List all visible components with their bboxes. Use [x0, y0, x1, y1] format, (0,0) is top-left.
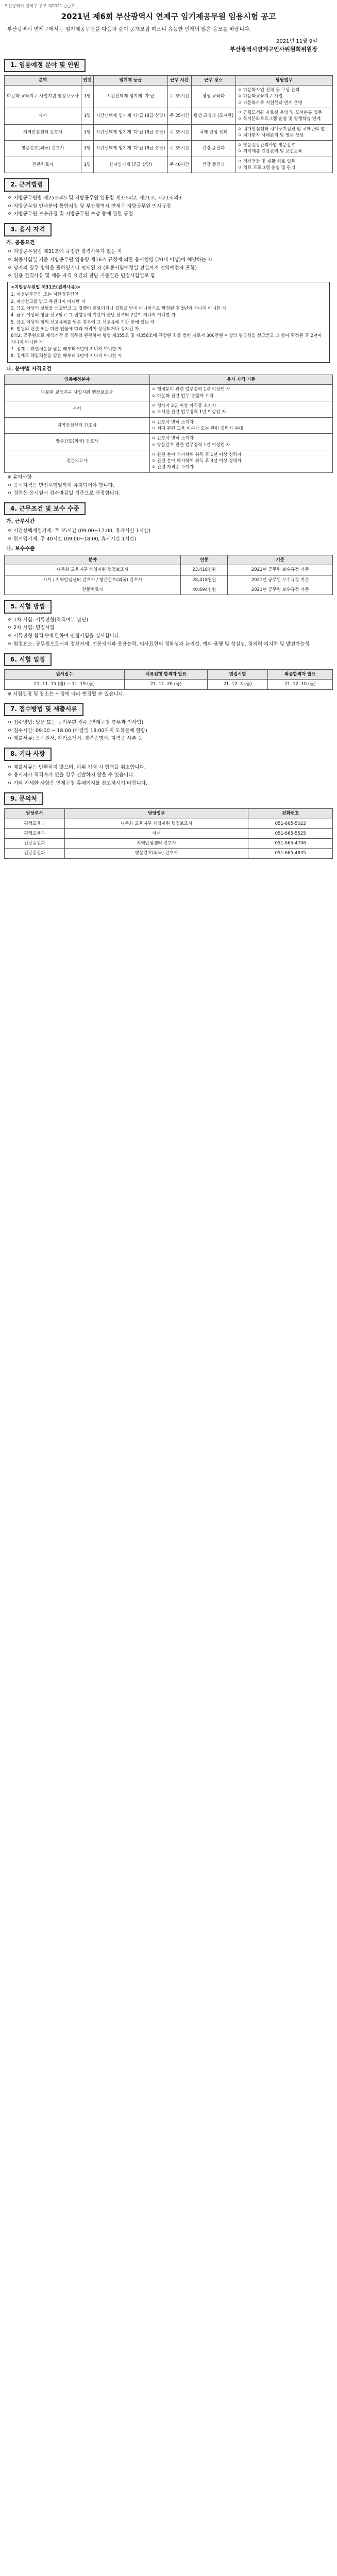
column-header: 담당업무 [235, 75, 332, 85]
field-cell: 사서 / 지역안심센터 간호사 / 방문간호(외국) 간호사 [5, 575, 181, 585]
table-row [5, 434, 333, 450]
requirement-cell: ㅇ 간호사 면허 소지자 ㅇ 방문간호 관련 업무경력 1년 이상인 자 [149, 434, 332, 450]
grade-cell: 시간선택제 임기제 '다'급 (8급 상당) [93, 108, 167, 124]
section-title: 9. 문의처 [4, 792, 43, 805]
field-cell: 다문화 교육지구 사업지원 행정보조사 [5, 85, 81, 108]
box-title: <지방공무원법 제31조(결격사유)> [11, 285, 81, 291]
column-header: 원서접수 [5, 670, 125, 680]
field-cell: 지역안심센터 간호사 [5, 124, 81, 141]
contact-cell: 방문간호(외국) 간호사 [64, 849, 248, 858]
requirement-cell: ㅇ 관련 분야 석사학위 취득 후 1년 이상 경력자 ㅇ 관련 분야 학사학위 취득 후 3년 이상 경력자 ㅇ 관련 자격증 소지자 [149, 450, 332, 472]
contact-cell: 건강증진과 [5, 849, 65, 858]
field-cell: 전문치료사 [5, 157, 81, 173]
list-item: 1. 피성년후견인 또는 피한정후견인 [11, 292, 79, 298]
field-cell: 다문화 교육지구 사업지원 행정보조사 [5, 565, 181, 575]
hours-cell: 주 35시간 [167, 141, 191, 157]
list-item: ㅇ 임용 결격사유 및 채용 자격 요건의 판단 기준일은 면접시험일로 함 [7, 273, 156, 279]
column-header: 근무 시간 [167, 75, 191, 85]
section-conditions [4, 502, 333, 515]
table-row [5, 141, 333, 157]
column-header: 임용예정분야 [5, 375, 150, 385]
section-schedule [4, 653, 333, 666]
field-cell: 전문치료사 [5, 585, 181, 595]
schedule-cell: 21. 12. 3.(금) [208, 680, 267, 689]
section-title: 8. 기타 사항 [4, 748, 52, 760]
table-row [5, 401, 333, 417]
list-item: ㅇ 한시임기제: 주 40시간 (09:00~18:00, 휴게시간 1시간) [7, 536, 137, 542]
subsection-title: 나. 보수수준 [6, 546, 35, 552]
table-row [5, 839, 333, 849]
pay-cell: 40,694천원 [181, 585, 228, 595]
intro-text: 부산광역시 연제구에서는 임기제공무원을 다음과 같이 공개모집 하오니 유능한 인재의 많은 응모를 바랍니다. [7, 27, 251, 33]
section-title: 6. 시험 일정 [4, 653, 52, 666]
column-header: 서류전형 합격자 발표 [124, 670, 208, 680]
application-list [4, 719, 333, 742]
list-item: 5. 금고 이상의 형의 선고유예를 받은 경우에 그 선고유예 기간 중에 있는 자 [11, 319, 155, 325]
list-item: 2. 파산선고를 받고 복권되지 아니한 자 [11, 299, 86, 304]
legal-basis-list [4, 195, 333, 218]
field-cell: 방문간호(외국) 간호사 [5, 434, 150, 450]
place-cell: 치매 안심 센터 [191, 124, 235, 141]
list-item: ㅇ 서류전형 합격자에 한하여 면접시험을 실시합니다. [7, 633, 121, 639]
field-cell: 전문치료사 [5, 450, 150, 472]
list-item: 7. 징계로 파면처분을 받은 때부터 5년이 지나지 아니한 자 [11, 346, 122, 352]
count-cell: 1명 [81, 85, 94, 108]
duty-cell: ㅇ 방문건강관리사업 방문간호 ㅇ 취약계층 건강관리 및 보건교육 [235, 141, 332, 157]
list-item: 3. 금고 이상의 실형을 선고받고 그 집행이 종료되거나 집행을 받지 아니하기로 확정된 후 5년이 지나지 아니한 자 [11, 306, 227, 311]
table-row [5, 85, 333, 108]
issuing-org: 부산광역시연제구인사위원회위원장 [229, 46, 317, 53]
disqualification-list [11, 292, 326, 359]
list-item: 6의2. 공무원으로 재직기간 중 직무와 관련하여 형법 제355조 및 제356조에 규정된 죄를 범한 자로서 300만원 이상의 벌금형을 선고받고 그 형이 확정된 후 2년이 지나지 아니한 자 [11, 333, 322, 345]
section-exam-method [4, 600, 333, 613]
list-item: ㅇ 접수방법: 방문 또는 등기우편 접수 (연제구청 총무과 인사팀) [7, 719, 144, 725]
subsection-title: 나. 분야별 자격요건 [6, 366, 52, 372]
grade-cell: 시간선택제 임기제 '다'급 (8급 상당) [93, 124, 167, 141]
table-row [5, 108, 333, 124]
schedule-table [4, 669, 333, 690]
positions-table [4, 75, 333, 174]
schedule-cell: 21. 11. 26.(금) [124, 680, 208, 689]
notice-number: 부산광역시 연제구 공고 제2021-○○호 [4, 4, 75, 8]
grade-cell: 한시임기제 (7급 상당) [93, 157, 167, 173]
section-title: 3. 응시 자격 [4, 223, 52, 236]
field-cell: 다문화 교육지구 사업지원 행정보조사 [5, 385, 150, 401]
contact-cell: 다문화 교육지구 사업지원 행정보조사 [64, 819, 248, 828]
column-header: 최종합격자 발표 [267, 670, 332, 680]
list-item: 8. 징계로 해임처분을 받은 때부터 3년이 지나지 아니한 자 [11, 353, 122, 359]
table-row [5, 849, 333, 858]
table-row [5, 575, 333, 585]
duty-cell: ㅇ 공립도서관 자료실 운영 및 도서분류 업무 ㅇ 독서문화프로그램 운영 및 평생학습 연계 [235, 108, 332, 124]
list-item: ㅇ 제출서류: 응시원서, 자기소개서, 경력증명서, 자격증 사본 등 [7, 736, 143, 742]
list-item: 4. 금고 이상의 형을 선고받고 그 집행유예 기간이 끝난 날부터 2년이 지나지 아니한 자 [11, 313, 176, 318]
other-notes-list [4, 764, 333, 787]
column-header: 연봉 [181, 555, 228, 565]
place-cell: 건강 증진과 [191, 157, 235, 173]
list-item: ㅇ 응시자가 적격자가 없을 경우 선발하지 않을 수 있습니다. [7, 772, 135, 778]
contact-cell: 평생교육과 [5, 828, 65, 838]
duty-cell: ㅇ 정신건강 및 재활 치료 업무 ㅇ 치료 프로그램 운영 및 관리 [235, 157, 332, 173]
column-header: 기준 [228, 555, 333, 565]
field-cell: 사서 [5, 108, 81, 124]
table-row [5, 124, 333, 141]
list-item: ㅇ 평정요소: 공무원으로서의 정신자세, 전문지식과 응용능력, 의사표현의 정확성과 논리성, 예의·품행 및 성실성, 창의력·의지력 및 발전가능성 [7, 641, 310, 647]
list-item: ㅇ 제출서류는 반환하지 않으며, 허위 기재 시 합격을 취소합니다. [7, 764, 146, 770]
table-row [5, 819, 333, 828]
duty-cell: ㅇ 치매안심센터 치매조기검진 및 치매관리 업무 ㅇ 치매환자 사례관리 및 방문 상담 [235, 124, 332, 141]
column-header: 면접시험 [208, 670, 267, 680]
list-item: ㅇ 남자의 경우 병역을 필하였거나 면제된 자 (최종시험예정일 전일까지 전역예정자 포함) [7, 265, 197, 271]
section-title: 4. 근무조건 및 보수 수준 [4, 502, 86, 515]
field-cell: 방문간호(외국) 간호사 [5, 141, 81, 157]
pay-table [4, 555, 333, 595]
section-eligibility [4, 223, 333, 236]
note-item: ※ 유의사항 [7, 474, 32, 480]
column-header: 인원 [81, 75, 94, 85]
subsection-title: 가. 공통요건 [6, 240, 35, 246]
table-row [5, 828, 333, 838]
section-legal-basis [4, 178, 333, 191]
column-header: 임기제 등급 [93, 75, 167, 85]
basis-cell: 2021년 공무원 보수규정 기준 [228, 575, 333, 585]
requirement-cell: ㅇ 정사서 2급 이상 자격증 소지자 ㅇ 도서관 관련 업무경력 1년 이상인 자 [149, 401, 332, 417]
section-title: 1. 임용예정 분야 및 인원 [4, 59, 86, 72]
table-row [5, 417, 333, 434]
hours-cell: 주 35시간 [167, 108, 191, 124]
hours-cell: 주 35시간 [167, 85, 191, 108]
pay-cell: 23,418천원 [181, 565, 228, 575]
schedule-cell: 21. 11. 15.(월) ~ 11. 19.(금) [5, 680, 125, 689]
column-header: 분야 [5, 555, 181, 565]
count-cell: 1명 [81, 124, 94, 141]
page-title: 2021년 제6회 부산광역시 연제구 임기제공무원 임용시험 공고 [61, 11, 276, 21]
work-hours-list [4, 528, 333, 543]
place-cell: 평생 교육과 (도서관) [191, 108, 235, 124]
list-item: ㅇ 지방공무원법 제31조에 규정한 결격사유가 없는 자 [7, 249, 122, 255]
contact-cell: 건강증진과 [5, 839, 65, 849]
column-header: 근무 장소 [191, 75, 235, 85]
basis-cell: 2021년 공무원 보수규정 기준 [228, 585, 333, 595]
section-title: 5. 시험 방법 [4, 600, 52, 613]
place-cell: 평생 교육과 [191, 85, 235, 108]
count-cell: 1명 [81, 157, 94, 173]
requirement-cell: ㅇ 행정분야 관련 업무경력 1년 이상인 자 ㅇ 다문화 관련 업무 경험자 우대 [149, 385, 332, 401]
contact-cell: 평생교육과 [5, 819, 65, 828]
place-cell: 건강 증진과 [191, 141, 235, 157]
note-item: ㅇ 경력은 응시원서 접수마감일 기준으로 산정합니다. [7, 490, 121, 497]
note-item: ㅇ 응시자격은 면접시험일까지 유지되어야 합니다. [7, 482, 114, 488]
table-row [5, 385, 333, 401]
contact-cell: 지역안심센터 간호사 [64, 839, 248, 849]
exam-method-list [4, 617, 333, 648]
disqualification-box [7, 282, 330, 362]
section-contact [4, 792, 333, 805]
section-application [4, 703, 333, 716]
table-row [5, 565, 333, 575]
phone-cell: 051-665-4835 [248, 849, 333, 858]
phone-cell: 051-665-5022 [248, 819, 333, 828]
section-title: 7. 접수방법 및 제출서류 [4, 703, 83, 716]
subsection-title: 가. 근무시간 [6, 519, 35, 525]
section-title: 2. 근거법령 [4, 178, 49, 191]
column-header: 분야 [5, 75, 81, 85]
hours-cell: 주 40시간 [167, 157, 191, 173]
section-other [4, 748, 333, 760]
phone-cell: 051-665-5525 [248, 828, 333, 838]
list-item: ㅇ 최종시험일 기준 지방공무원 임용령 제16조 규정에 의한 응시연령 (20세 이상)에 해당하는 자 [7, 257, 213, 263]
count-cell: 1명 [81, 108, 94, 124]
eligibility-notes [4, 474, 333, 497]
list-item: 6. 법원의 판결 또는 다른 법률에 따라 자격이 상실되거나 정지된 자 [11, 326, 139, 332]
hours-cell: 주 35시간 [167, 124, 191, 141]
basis-cell: 2021년 공무원 보수규정 기준 [228, 565, 333, 575]
page [0, 0, 337, 869]
list-item: ㅇ 접수시간: 09:00 ~ 18:00 (마감일 18:00까지 도착분에 한함) [7, 727, 147, 734]
field-cell: 사서 [5, 401, 150, 417]
schedule-cell: 21. 12. 10.(금) [267, 680, 332, 689]
phone-cell: 051-665-4706 [248, 839, 333, 849]
column-header: 전화번호 [248, 809, 333, 819]
list-item: ㅇ 시간선택제임기제: 주 35시간 (09:00~17:00, 휴게시간 1시간) [7, 528, 150, 534]
list-item: ㅇ 지방공무원법 제25조의5 및 지방공무원 임용령 제3조의2, 제21조, 제21조의3 [7, 195, 182, 201]
list-item: ㅇ 기타 자세한 사항은 연제구청 홈페이지를 참고하시기 바랍니다. [7, 781, 147, 787]
column-header: 응시 자격 기준 [149, 375, 332, 385]
eligibility-table [4, 375, 333, 473]
requirement-cell: ㅇ 간호사 면허 소지자 ㅇ 치매 관련 교육 이수자 또는 관련 경력자 우대 [149, 417, 332, 434]
list-item: ㅇ 지방공무원 보수규정 및 지방공무원 수당 등에 관한 규정 [7, 211, 133, 217]
grade-cell: 시간선택제 임기제 '가'급 [93, 85, 167, 108]
pay-cell: 28,418천원 [181, 575, 228, 585]
list-item: ㅇ 1차 시험: 서류전형(적격여부 판단) [7, 617, 89, 623]
column-header: 담당업무 [64, 809, 248, 819]
table-row [5, 585, 333, 595]
contact-cell: 사서 [64, 828, 248, 838]
common-requirements [4, 248, 333, 280]
table-row [5, 450, 333, 472]
schedule-note: ※ 시험일정 및 장소는 사정에 따라 변경될 수 있습니다. [7, 691, 125, 697]
grade-cell: 시간선택제 임기제 '다'급 (8급 상당) [93, 141, 167, 157]
list-item: ㅇ 지방공무원 인사분야 통합지침 및 부산광역시 연제구 지방공무원 인사규정 [7, 203, 171, 209]
column-header: 담당부서 [5, 809, 65, 819]
duty-cell: ㅇ 다문화사업 전력 등 구성 관리 ㅇ 다문화교육지구 사업 ㅇ 다문화가족 지원센터 연계 운영 [235, 85, 332, 108]
table-row [5, 157, 333, 173]
contact-table [4, 808, 333, 859]
notice-date: 2021년 11월 9일 [276, 38, 317, 44]
section-positions [4, 59, 333, 72]
field-cell: 지역안심센터 간호사 [5, 417, 150, 434]
list-item: ㅇ 2차 시험: 면접시험 [7, 625, 55, 631]
count-cell: 1명 [81, 141, 94, 157]
